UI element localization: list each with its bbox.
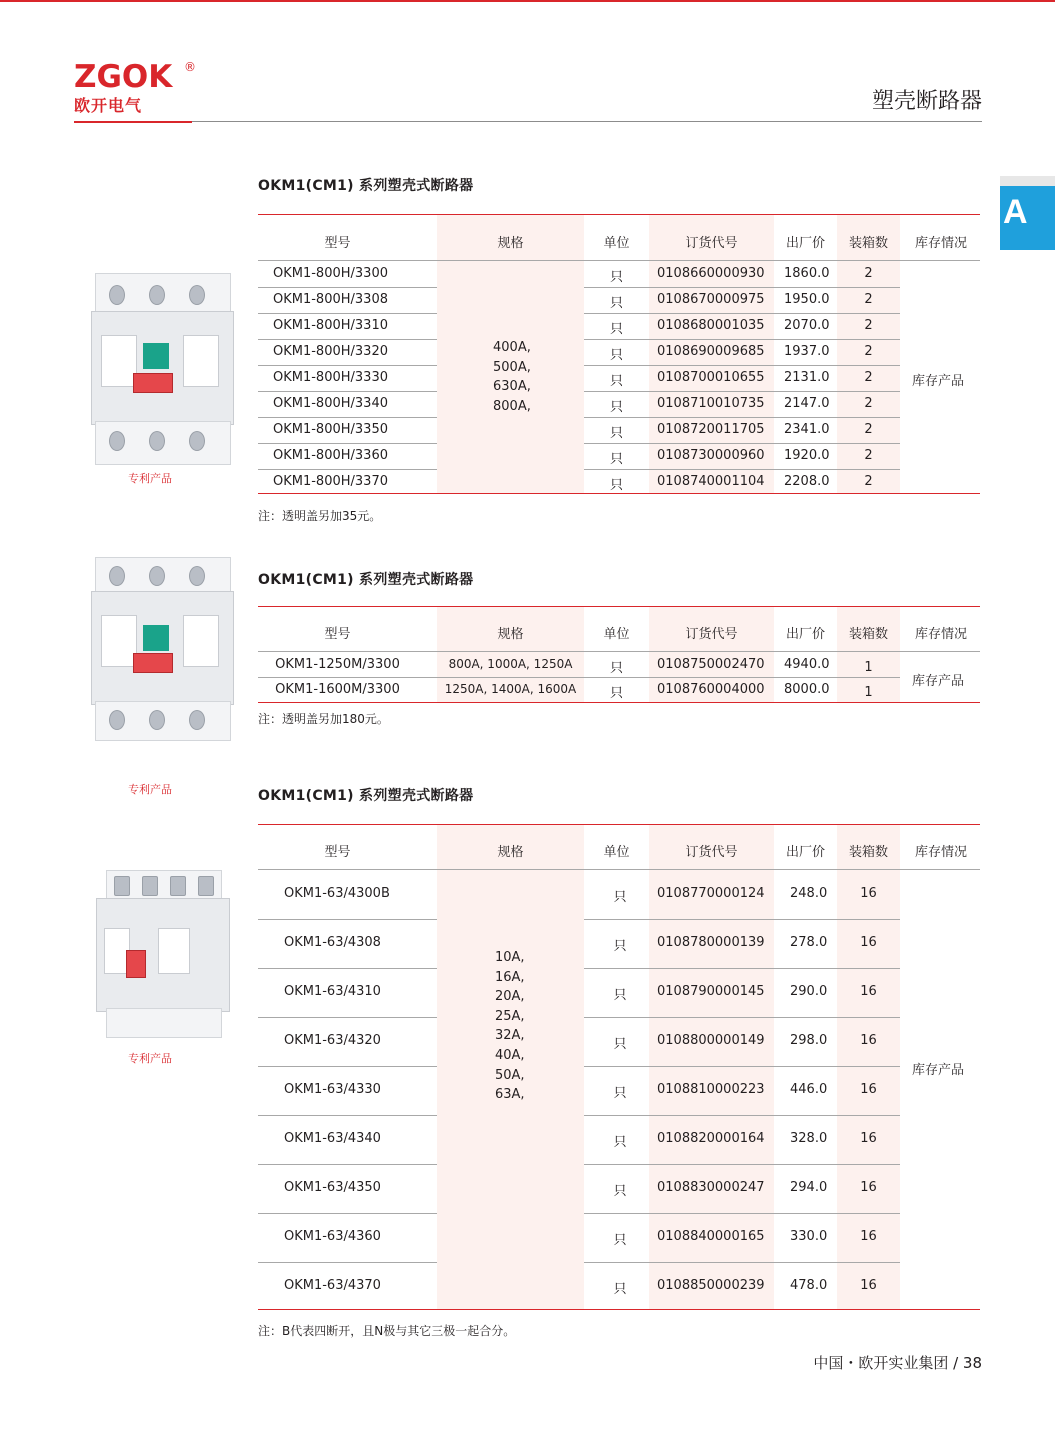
section2-title: OKM1(CM1) 系列塑壳式断路器 <box>258 572 474 588</box>
row-model: OKM1-800H/3300 <box>273 266 388 281</box>
row-price: 1937.0 <box>784 344 830 359</box>
row-model: OKM1-800H/3340 <box>273 396 388 411</box>
row-price: 446.0 <box>790 1082 828 1097</box>
row-unit: 只 <box>613 1233 627 1248</box>
row-unit: 只 <box>609 686 623 701</box>
row-unit: 只 <box>613 939 627 954</box>
row-divider <box>258 287 437 288</box>
section3-spec: 10A, 16A, 20A, 25A, 32A, 40A, 50A, 63A, <box>495 950 525 1103</box>
row-price: 298.0 <box>790 1033 828 1048</box>
header-qty: 装箱数 <box>848 845 888 860</box>
row-divider <box>258 1213 437 1214</box>
row-qty: 16 <box>860 1229 877 1244</box>
row-divider <box>258 1262 437 1263</box>
row-price: 1860.0 <box>784 266 830 281</box>
header-qty: 装箱数 <box>848 627 888 642</box>
row-unit: 只 <box>609 270 623 285</box>
row-price: 2070.0 <box>784 318 830 333</box>
row-code: 0108720011705 <box>657 422 765 437</box>
row-divider <box>584 1066 900 1067</box>
row-price: 328.0 <box>790 1131 828 1146</box>
row-model: OKM1-63/4350 <box>284 1180 381 1195</box>
row-divider <box>258 339 437 340</box>
row-model: OKM1-1600M/3300 <box>275 682 400 697</box>
row-qty: 2 <box>864 292 873 307</box>
row-divider <box>584 287 900 288</box>
row-qty: 1 <box>864 660 873 675</box>
section2-bottom-rule <box>258 702 980 703</box>
row-qty: 1 <box>864 685 873 700</box>
header-stock: 库存情况 <box>914 845 967 860</box>
row-divider <box>584 919 900 920</box>
row-code: 0108740001104 <box>657 474 765 489</box>
row-code: 0108750002470 <box>657 657 765 672</box>
row-qty: 16 <box>860 1131 877 1146</box>
row-divider <box>258 1066 437 1067</box>
row-code: 0108850000239 <box>657 1278 765 1293</box>
header-price: 出厂价 <box>785 845 825 860</box>
row-model: OKM1-63/4360 <box>284 1229 381 1244</box>
row-qty: 16 <box>860 1278 877 1293</box>
row-price: 478.0 <box>790 1278 828 1293</box>
row-qty: 16 <box>860 1033 877 1048</box>
row-code: 0108800000149 <box>657 1033 765 1048</box>
header-unit: 单位 <box>603 845 630 860</box>
section1-bottom-rule <box>258 493 980 494</box>
header-price: 出厂价 <box>785 236 825 251</box>
header-rule <box>192 121 982 122</box>
row-code: 0108760004000 <box>657 682 765 697</box>
row-divider <box>258 391 437 392</box>
row-model: OKM1-63/4370 <box>284 1278 381 1293</box>
row-unit: 只 <box>609 452 623 467</box>
row-code: 0108710010735 <box>657 396 765 411</box>
row-price: 2208.0 <box>784 474 830 489</box>
row-divider <box>258 365 437 366</box>
section3-title: OKM1(CM1) 系列塑壳式断路器 <box>258 788 474 804</box>
section1-title: OKM1(CM1) 系列塑壳式断路器 <box>258 178 474 194</box>
section1-note: 注：透明盖另加35元。 <box>258 509 382 523</box>
product-image-1250m <box>91 557 234 741</box>
patent-label-3: 专利产品 <box>128 1052 172 1065</box>
row-divider <box>584 1164 900 1165</box>
registered-mark: ® <box>184 60 196 74</box>
row-unit: 只 <box>609 426 623 441</box>
section1-spec: 400A, 500A, 630A, 800A, <box>493 340 531 414</box>
row-model: OKM1-63/4340 <box>284 1131 381 1146</box>
row-divider <box>584 968 900 969</box>
section-tab-a <box>1000 176 1055 250</box>
row-qty: 2 <box>864 370 873 385</box>
row-divider <box>584 1213 900 1214</box>
row-qty: 2 <box>864 396 873 411</box>
row-divider <box>584 339 900 340</box>
row-code: 0108780000139 <box>657 935 765 950</box>
row-unit: 只 <box>609 400 623 415</box>
row-divider <box>584 1262 900 1263</box>
row-qty: 2 <box>864 448 873 463</box>
row-qty: 16 <box>860 1082 877 1097</box>
row-unit: 只 <box>613 1086 627 1101</box>
row-unit: 只 <box>609 296 623 311</box>
header-unit: 单位 <box>603 627 630 642</box>
row-model: OKM1-1250M/3300 <box>275 657 400 672</box>
row-qty: 16 <box>860 984 877 999</box>
row-qty: 2 <box>864 266 873 281</box>
row-divider <box>258 443 437 444</box>
row-model: OKM1-800H/3360 <box>273 448 388 463</box>
row-divider <box>258 968 437 969</box>
section3-header-rule <box>258 869 980 870</box>
brand-logo <box>74 59 199 124</box>
row-price: 4940.0 <box>784 657 830 672</box>
row-code: 0108820000164 <box>657 1131 765 1146</box>
row-model: OKM1-63/4300B <box>284 886 390 901</box>
row-divider <box>584 313 900 314</box>
row-unit: 只 <box>613 1184 627 1199</box>
section2-header-rule <box>258 651 980 652</box>
top-accent-line <box>0 0 1055 2</box>
patent-label-1: 专利产品 <box>128 472 172 485</box>
row-model: OKM1-800H/3308 <box>273 292 388 307</box>
row-code: 0108830000247 <box>657 1180 765 1195</box>
header-code: 订货代号 <box>685 627 738 642</box>
row-divider <box>258 1017 437 1018</box>
section3-stock: 库存产品 <box>912 1063 965 1078</box>
row-qty: 2 <box>864 344 873 359</box>
row-price: 1950.0 <box>784 292 830 307</box>
header-spec: 规格 <box>497 627 524 642</box>
row-unit: 只 <box>609 661 623 676</box>
row-price: 2341.0 <box>784 422 830 437</box>
section1-stock: 库存产品 <box>912 374 965 389</box>
row-qty: 16 <box>860 1180 877 1195</box>
page-title: 塑壳断路器 <box>871 89 982 114</box>
patent-label-2: 专利产品 <box>128 783 172 796</box>
row-divider <box>584 443 900 444</box>
row-divider <box>584 391 900 392</box>
row-price: 294.0 <box>790 1180 828 1195</box>
row-code: 0108790000145 <box>657 984 765 999</box>
row-model: OKM1-800H/3310 <box>273 318 388 333</box>
row-model: OKM1-63/4330 <box>284 1082 381 1097</box>
row-unit: 只 <box>613 988 627 1003</box>
header-model: 型号 <box>324 627 351 642</box>
row-model: OKM1-63/4310 <box>284 984 381 999</box>
row-price: 2131.0 <box>784 370 830 385</box>
section2-stock: 库存产品 <box>912 674 965 689</box>
row-spec: 800A, 1000A, 1250A <box>448 657 573 671</box>
row-divider <box>584 1115 900 1116</box>
product-image-63 <box>96 870 230 1038</box>
section2-note: 注：透明盖另加180元。 <box>258 712 389 726</box>
row-code: 0108810000223 <box>657 1082 765 1097</box>
row-model: OKM1-800H/3350 <box>273 422 388 437</box>
section1-header-rule <box>258 260 980 261</box>
logo-underline <box>74 121 192 123</box>
row-unit: 只 <box>613 1037 627 1052</box>
logo-wordmark: ZGOK <box>74 59 173 95</box>
row-code: 0108690009685 <box>657 344 765 359</box>
row-divider <box>258 1115 437 1116</box>
row-code: 0108840000165 <box>657 1229 765 1244</box>
header-spec: 规格 <box>497 845 524 860</box>
row-code: 0108730000960 <box>657 448 765 463</box>
header-spec: 规格 <box>497 236 524 251</box>
logo-chinese-name: 欧开电气 <box>74 96 143 115</box>
row-code: 0108680001035 <box>657 318 765 333</box>
row-qty: 2 <box>864 422 873 437</box>
row-divider <box>584 1017 900 1018</box>
section3-bottom-rule <box>258 1309 980 1310</box>
header-model: 型号 <box>324 845 351 860</box>
header-code: 订货代号 <box>685 236 738 251</box>
row-divider <box>258 919 437 920</box>
row-price: 278.0 <box>790 935 828 950</box>
row-spec: 1250A, 1400A, 1600A <box>444 682 577 696</box>
header-model: 型号 <box>324 236 351 251</box>
row-unit: 只 <box>609 478 623 493</box>
header-stock: 库存情况 <box>914 627 967 642</box>
row-qty: 16 <box>860 935 877 950</box>
row-divider <box>258 677 900 678</box>
header-price: 出厂价 <box>785 627 825 642</box>
row-qty: 2 <box>864 318 873 333</box>
row-code: 0108700010655 <box>657 370 765 385</box>
header-stock: 库存情况 <box>914 236 967 251</box>
section3-note: 注：B代表四断开，且N极与其它三极一起合分。 <box>258 1324 516 1338</box>
row-price: 330.0 <box>790 1229 828 1244</box>
row-model: OKM1-63/4320 <box>284 1033 381 1048</box>
row-price: 1920.0 <box>784 448 830 463</box>
row-code: 0108660000930 <box>657 266 765 281</box>
row-divider <box>258 1164 437 1165</box>
row-model: OKM1-63/4308 <box>284 935 381 950</box>
row-model: OKM1-800H/3320 <box>273 344 388 359</box>
product-image-800h <box>91 273 234 465</box>
header-code: 订货代号 <box>685 845 738 860</box>
row-qty: 16 <box>860 886 877 901</box>
row-price: 290.0 <box>790 984 828 999</box>
row-unit: 只 <box>613 1135 627 1150</box>
row-unit: 只 <box>609 348 623 363</box>
row-divider <box>258 313 437 314</box>
row-code: 0108770000124 <box>657 886 765 901</box>
page-footer: 中国・欧开实业集团 / 38 <box>813 1354 982 1372</box>
row-price: 248.0 <box>790 886 828 901</box>
section-tab-letter: A <box>1003 193 1028 231</box>
row-price: 2147.0 <box>784 396 830 411</box>
row-model: OKM1-800H/3330 <box>273 370 388 385</box>
row-unit: 只 <box>613 1282 627 1297</box>
row-divider <box>584 469 900 470</box>
row-divider <box>258 417 437 418</box>
row-model: OKM1-800H/3370 <box>273 474 388 489</box>
row-price: 8000.0 <box>784 682 830 697</box>
header-qty: 装箱数 <box>848 236 888 251</box>
row-unit: 只 <box>613 890 627 905</box>
row-unit: 只 <box>609 322 623 337</box>
row-divider <box>258 469 437 470</box>
row-code: 0108670000975 <box>657 292 765 307</box>
row-qty: 2 <box>864 474 873 489</box>
row-divider <box>584 365 900 366</box>
header-unit: 单位 <box>603 236 630 251</box>
row-unit: 只 <box>609 374 623 389</box>
row-divider <box>584 417 900 418</box>
